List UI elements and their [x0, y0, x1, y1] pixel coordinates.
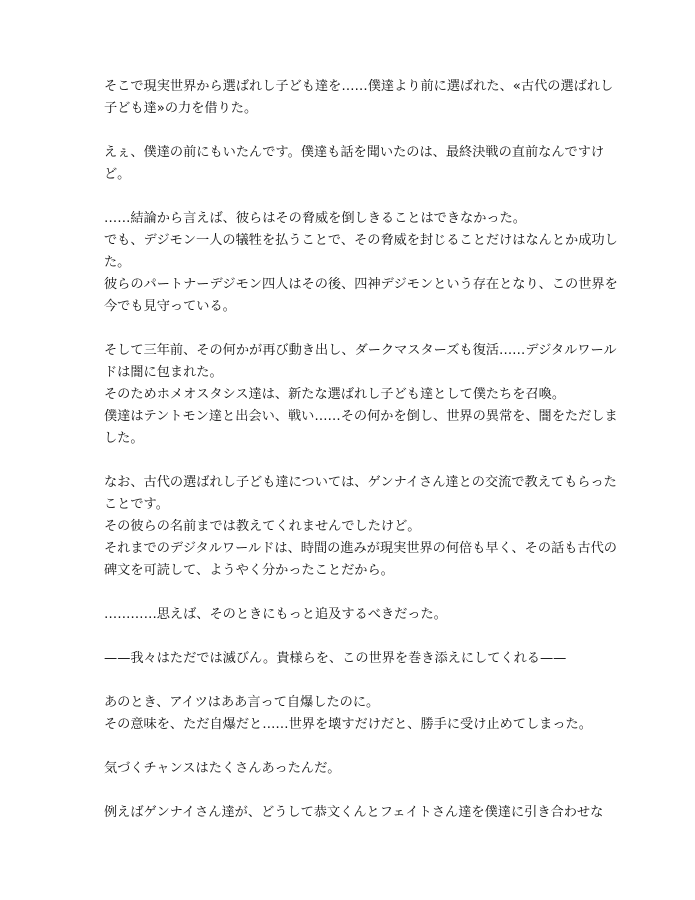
text-line: なお、古代の選ばれし子ども達については、ゲンナイさん達との交流で教えてもらった — [104, 475, 617, 490]
text-line: その意味を、ただ自爆だと……世界を壊すだけだと、勝手に受け止めてしまった。 — [104, 717, 592, 732]
text-line: …………思えば、そのときにもっと追及するべきだった。 — [104, 607, 447, 622]
paragraph — [104, 648, 604, 670]
text-line: でも、デジモン一人の犠牲を払うことで、その脅威を封じることだけはなんとか成功し — [104, 233, 618, 248]
paragraph — [104, 604, 604, 626]
paragraph — [104, 472, 617, 582]
text-line: ドは闇に包まれた。 — [104, 365, 223, 380]
text-line: 子ども達»の力を借りた。 — [104, 101, 258, 116]
text-line: あのとき、アイツはああ言って自爆したのに。 — [104, 695, 380, 710]
text-line: た。 — [104, 255, 131, 270]
paragraph — [104, 208, 618, 318]
paragraph — [104, 340, 618, 450]
paragraph — [104, 76, 614, 120]
text-line: 今でも見守っている。 — [104, 299, 236, 314]
text-line: 例えばゲンナイさん達が、どうして恭文くんとフェイトさん達を僕達に引き合わせな — [104, 805, 604, 820]
text-line: そのためホメオスタシス達は、新たな選ばれし子ども達として僕たちを召喚。 — [104, 387, 566, 402]
text-line: 僕達はテントモン達と出会い、戦い……その何かを倒し、世界の異常を、闇をただしま — [104, 409, 618, 424]
text-line: そして三年前、その何かが再び動き出し、ダークマスターズも復活……デジタルワール — [104, 343, 617, 358]
text-line: それまでのデジタルワールドは、時間の進みが現実世界の何倍も早く、その話も古代の — [104, 541, 617, 556]
text-line: ことです。 — [104, 497, 169, 512]
text-line: 彼らのパートナーデジモン四人はその後、四神デジモンという存在となり、この世界を — [104, 277, 618, 292]
body-text — [104, 76, 618, 846]
text-line: そこで現実世界から選ばれし子ども達を……僕達より前に選ばれた、«古代の選ばれし — [104, 79, 614, 94]
text-line: その彼らの名前までは教えてくれませんでしたけど。 — [104, 519, 421, 534]
text-line: した。 — [104, 431, 144, 446]
text-line: ど。 — [104, 167, 131, 182]
text-line: ——我々はただでは滅びん。貴様らを、この世界を巻き添えにしてくれる—— — [104, 651, 567, 666]
text-line: ……結論から言えば、彼らはその脅威を倒しきることはできなかった。 — [104, 211, 526, 226]
text-line: 碑文を可読して、ようやく分かったことだから。 — [104, 563, 394, 578]
text-line: えぇ、僕達の前にもいたんです。僕達も話を聞いたのは、最終決戦の直前なんですけ — [104, 145, 605, 160]
paragraph — [104, 692, 604, 736]
paragraph — [104, 142, 604, 186]
paragraph — [104, 758, 604, 780]
text-line: 気づくチャンスはたくさんあったんだ。 — [104, 761, 341, 776]
paragraph — [104, 802, 604, 824]
